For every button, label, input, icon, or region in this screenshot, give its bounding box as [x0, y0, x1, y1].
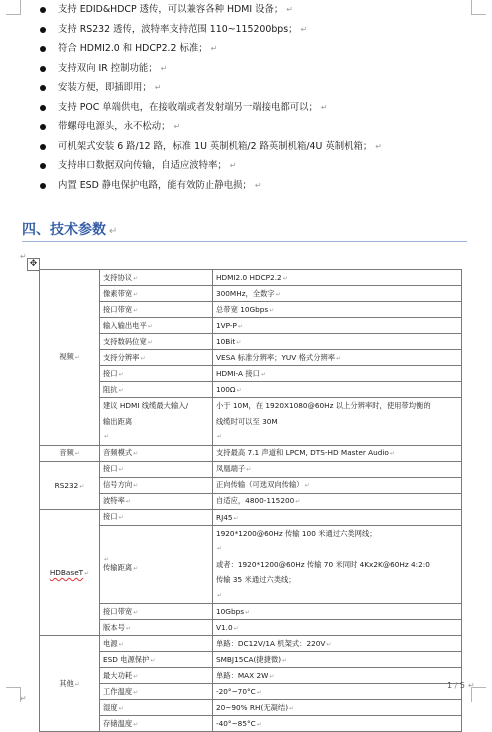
bullet-dot-icon: [40, 105, 46, 111]
param-name[interactable]: 版本号↵: [100, 620, 213, 636]
param-name[interactable]: 工作温度↵: [100, 684, 213, 700]
table-row: [40, 620, 462, 636]
table-row: [40, 286, 462, 302]
paragraph-mark-icon: ↵: [173, 122, 181, 131]
param-value[interactable]: 10Gbps↵: [213, 604, 462, 620]
category-cell-rs232: RS232↵: [40, 461, 100, 509]
paragraph-mark-icon: ↵: [20, 252, 27, 261]
param-name[interactable]: 最大功耗↵: [100, 668, 213, 684]
list-item[interactable]: 支持 EDID&HDCP 透传，可以兼容各种 HDMI 设备； ↵: [40, 0, 485, 20]
table-row: [40, 445, 462, 461]
list-item[interactable]: 内置 ESD 静电保护电路，能有效防止静电损； ↵: [40, 176, 485, 196]
table-row: [40, 652, 462, 668]
table-row: [40, 493, 462, 509]
param-name[interactable]: ESD 电源保护↵: [100, 652, 213, 668]
param-value[interactable]: 100Ω↵: [213, 382, 462, 398]
param-value[interactable]: HDMI-A 接口↵: [213, 366, 462, 382]
param-name[interactable]: 接口↵: [100, 509, 213, 525]
param-value[interactable]: 小于 10M，在 1920X1080@60Hz 以上分辨率时，使用带均衡的 线缆时可以至 30M ↵: [213, 398, 462, 446]
bullet-dot-icon: [40, 163, 46, 169]
paragraph-mark-icon: ↵: [229, 161, 237, 170]
param-value[interactable]: SMBJ15CA(捷捷微)↵: [213, 652, 462, 668]
param-name[interactable]: 阻抗↵: [100, 382, 213, 398]
param-name[interactable]: 像素带宽↵: [100, 286, 213, 302]
param-value[interactable]: 凤凰端子↵: [213, 461, 462, 477]
param-value[interactable]: 10Bit↵: [213, 334, 462, 350]
param-name[interactable]: ↵ 传输距离↵: [100, 525, 213, 604]
table-row: [40, 525, 462, 604]
table-row: [40, 716, 462, 732]
list-item[interactable]: 符合 HDMI2.0 和 HDCP2.2 标准； ↵: [40, 39, 485, 59]
param-name[interactable]: 建议 HDMI 线缆最大输入/ 输出距离 ↵: [100, 398, 213, 446]
list-item[interactable]: 可机架式安装 6 路/12 路，标准 1U 英制机箱/2 路英制机箱/4U 英制机箱； ↵: [40, 137, 485, 157]
category-cell-hdbaset: HDBaseT↵: [40, 509, 100, 636]
category-cell-video: 视频↵: [40, 270, 100, 446]
bullet-dot-icon: [40, 66, 46, 72]
feature-list: [40, 0, 485, 195]
page-number: 1 / 5 ↵: [447, 681, 475, 690]
param-value[interactable]: 20~90% RH(无凝结)↵: [213, 700, 462, 716]
paragraph-mark-icon: ↵: [254, 180, 262, 190]
table-row: [40, 398, 462, 446]
crop-mark-top-left: [6, 0, 21, 15]
table-row: [40, 509, 462, 525]
list-item[interactable]: 支持串口数据双向传输，自适应波特率； ↵: [40, 156, 485, 176]
param-name[interactable]: 波特率↵: [100, 493, 213, 509]
param-value[interactable]: 1VP-P↵: [213, 318, 462, 334]
param-value[interactable]: 支持最高 7.1 声道和 LPCM, DTS-HD Master Audio↵: [213, 445, 462, 461]
param-name[interactable]: 支持协议↵: [100, 270, 213, 286]
table-row: [40, 382, 462, 398]
param-name[interactable]: 音频模式↵: [100, 445, 213, 461]
table-row: [40, 684, 462, 700]
paragraph-mark-icon: ↵: [320, 102, 328, 112]
param-name[interactable]: 接口↵: [100, 366, 213, 382]
list-item[interactable]: 带螺母电源头，永不松动； ↵: [40, 117, 485, 137]
heading-rule: [22, 241, 467, 242]
param-value[interactable]: 自适应，4800-115200↵: [213, 493, 462, 509]
param-value[interactable]: RJ45↵: [213, 509, 462, 525]
bullet-dot-icon: [40, 183, 46, 189]
param-value[interactable]: 300MHz，全数字↵: [213, 286, 462, 302]
paragraph-mark-icon: ↵: [160, 63, 168, 73]
list-item[interactable]: 安装方便，即插即用； ↵: [40, 78, 485, 98]
param-value[interactable]: HDMI2.0 HDCP2.2↵: [213, 270, 462, 286]
table-row: [40, 366, 462, 382]
bullet-dot-icon: [40, 27, 46, 33]
paragraph-mark-icon: ↵: [109, 226, 118, 237]
table-row: [40, 668, 462, 684]
crop-mark-bottom-left: [6, 687, 21, 702]
param-name[interactable]: 支持数码位宽↵: [100, 334, 213, 350]
bullet-dot-icon: [40, 7, 46, 13]
param-name[interactable]: 电源↵: [100, 636, 213, 652]
paragraph-mark-icon: ↵: [375, 141, 382, 151]
paragraph-mark-icon: ↵: [20, 694, 27, 703]
param-value[interactable]: 总带宽 10Gbps↵: [213, 302, 462, 318]
category-cell-other: 其他↵: [40, 636, 100, 732]
param-name[interactable]: 信号方向↵: [100, 477, 213, 493]
list-item[interactable]: 支持 RS232 透传，波特率支持范围 110~115200bps； ↵: [40, 20, 485, 40]
param-value[interactable]: -20°~70°C↵: [213, 684, 462, 700]
table-row: [40, 334, 462, 350]
param-value[interactable]: V1.0↵: [213, 620, 462, 636]
bullet-dot-icon: [40, 124, 46, 130]
paragraph-mark-icon: ↵: [154, 83, 162, 92]
list-item[interactable]: 支持 POC 单端供电，在接收端或者发射端另一端接电都可以； ↵: [40, 98, 485, 118]
param-name[interactable]: 存储温度↵: [100, 716, 213, 732]
bullet-dot-icon: [40, 85, 46, 91]
spec-table: [39, 269, 462, 732]
table-row: [40, 318, 462, 334]
table-row: [40, 604, 462, 620]
param-value[interactable]: 单路：MAX 2W↵: [213, 668, 462, 684]
param-value[interactable]: VESA 标准分辨率；YUV 格式分辨率↵: [213, 350, 462, 366]
list-item[interactable]: 支持双向 IR 控制功能； ↵: [40, 59, 485, 79]
param-name[interactable]: 接口↵: [100, 461, 213, 477]
param-value[interactable]: 单路：DC12V/1A 机架式：220V↵: [213, 636, 462, 652]
table-row: [40, 700, 462, 716]
bullet-dot-icon: [40, 46, 46, 52]
param-name[interactable]: 支持分辨率↵: [100, 350, 213, 366]
paragraph-mark-icon: ↵: [300, 24, 308, 34]
param-name[interactable]: 输入输出电平↵: [100, 318, 213, 334]
table-row: [40, 477, 462, 493]
category-cell-audio: 音频↵: [40, 445, 100, 461]
table-row: [40, 350, 462, 366]
param-name[interactable]: 湿度↵: [100, 700, 213, 716]
table-row: [40, 302, 462, 318]
bullet-dot-icon: [40, 144, 46, 150]
table-move-handle-icon[interactable]: ✥: [27, 258, 40, 271]
paragraph-mark-icon: ↵: [286, 5, 293, 14]
table-row: [40, 270, 462, 286]
param-name[interactable]: 接口带宽↵: [100, 302, 213, 318]
paragraph-mark-icon: ↵: [210, 44, 218, 53]
table-row: [40, 461, 462, 477]
param-name[interactable]: 接口带宽↵: [100, 604, 213, 620]
param-value[interactable]: -40°~85°C↵: [213, 716, 462, 732]
param-value[interactable]: 1920*1200@60Hz 传输 100 米通过六类网线； ↵ 或者：1920*1200@60Hz 传输 70 米同时 4Kx2K@60Hz 4:2:0 传输 35 米通过六类线； ↵: [213, 525, 462, 604]
param-value[interactable]: 正向传输（可选双向传输）↵: [213, 477, 462, 493]
table-row: [40, 636, 462, 652]
section-heading[interactable]: 四、技术参数 ↵: [22, 222, 118, 238]
